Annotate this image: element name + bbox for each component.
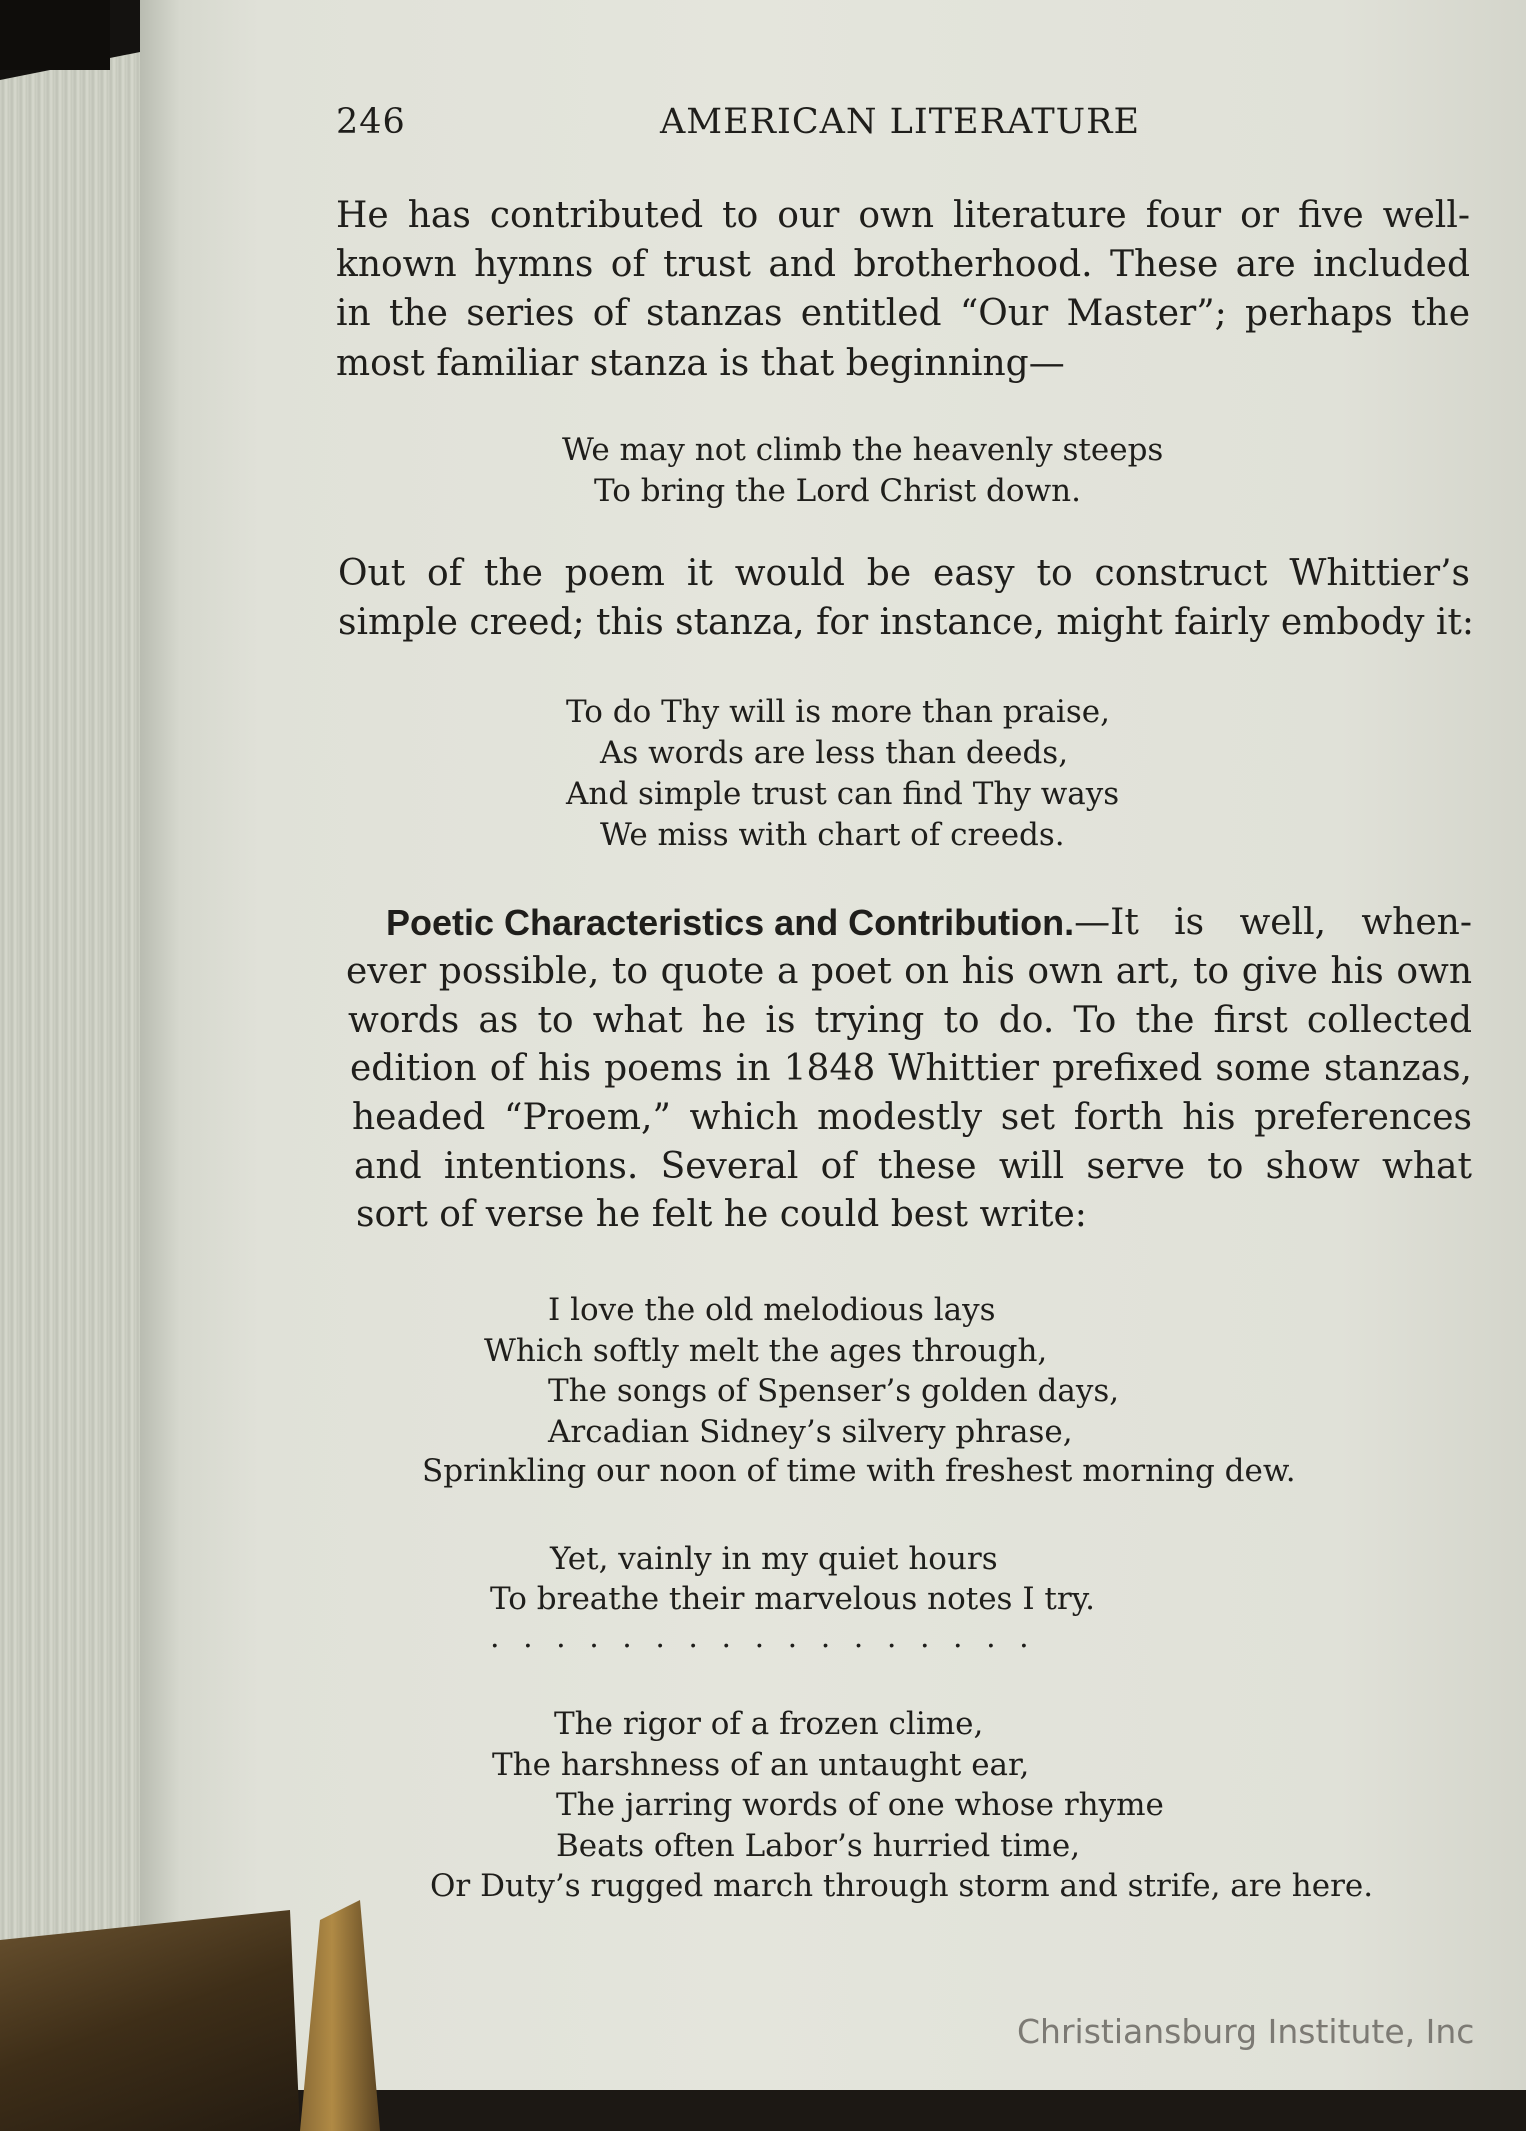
section-first-line-rest: —It is well, when- [1074, 902, 1472, 943]
verse-line: Sprinkling our noon of time with freshest morning dew. [422, 1453, 1296, 1489]
paragraph-line: sort of verse he felt he could best write: [356, 1194, 1087, 1235]
running-title: AMERICAN LITERATURE [660, 102, 1141, 142]
ellipsis-line: . . . . . . . . . . . . . . . . . [490, 1620, 1029, 1655]
paragraph-line: known hymns of trust and brotherhood. These are included [336, 244, 1470, 285]
verse-line: The rigor of a frozen clime, [554, 1706, 984, 1742]
paragraph-line: headed “Proem,” which modestly set forth his preferences [352, 1097, 1472, 1138]
verse-line: The harshness of an untaught ear, [492, 1747, 1030, 1783]
verse-line: To breathe their marvelous notes I try. [490, 1581, 1095, 1617]
paragraph-line: and intentions. Several of these will serve to show what [354, 1146, 1472, 1187]
watermark: Christiansburg Institute, Inc [1017, 2012, 1475, 2051]
verse-line: We may not climb the heavenly steeps [562, 432, 1164, 468]
section-heading: Poetic Characteristics and Contribution. [386, 902, 1075, 943]
paragraph-line: edition of his poems in 1848 Whittier prefixed some stanzas, [350, 1048, 1472, 1089]
paragraph-line: He has contributed to our own literature four or five well- [336, 195, 1470, 236]
verse-line: The songs of Spenser’s golden days, [548, 1373, 1120, 1409]
book-spine [0, 0, 110, 70]
section-first-line [386, 902, 1472, 944]
verse-line: To bring the Lord Christ down. [594, 473, 1081, 509]
verse-line: I love the old melodious lays [548, 1292, 996, 1328]
paragraph-line: Out of the poem it would be easy to construct Whittier’s [338, 553, 1470, 594]
verse-line: Or Duty’s rugged march through storm and strife, are here. [430, 1868, 1374, 1904]
verse-line: Arcadian Sidney’s silvery phrase, [548, 1414, 1073, 1450]
verse-line: Beats often Labor’s hurried time, [556, 1828, 1081, 1864]
paragraph-line: simple creed; this stanza, for instance, might fairly embody it: [338, 602, 1475, 643]
verse-line: To do Thy will is more than praise, [566, 694, 1110, 730]
page-number: 246 [336, 102, 406, 142]
verse-line: We miss with chart of creeds. [600, 817, 1065, 853]
paragraph-line: ever possible, to quote a poet on his own art, to give his own [346, 951, 1472, 992]
paragraph-line: words as to what he is trying to do. To the first collected [348, 1000, 1472, 1041]
verse-line: The jarring words of one whose rhyme [556, 1787, 1164, 1823]
verse-line: Yet, vainly in my quiet hours [550, 1541, 998, 1577]
verse-line: And simple trust can find Thy ways [566, 776, 1120, 812]
paragraph-line: most familiar stanza is that beginning— [336, 343, 1065, 384]
verse-line: As words are less than deeds, [600, 735, 1069, 771]
verse-line: Which softly melt the ages through, [484, 1333, 1048, 1369]
paragraph-line: in the series of stanzas entitled “Our Master”; perhaps the [336, 293, 1470, 334]
